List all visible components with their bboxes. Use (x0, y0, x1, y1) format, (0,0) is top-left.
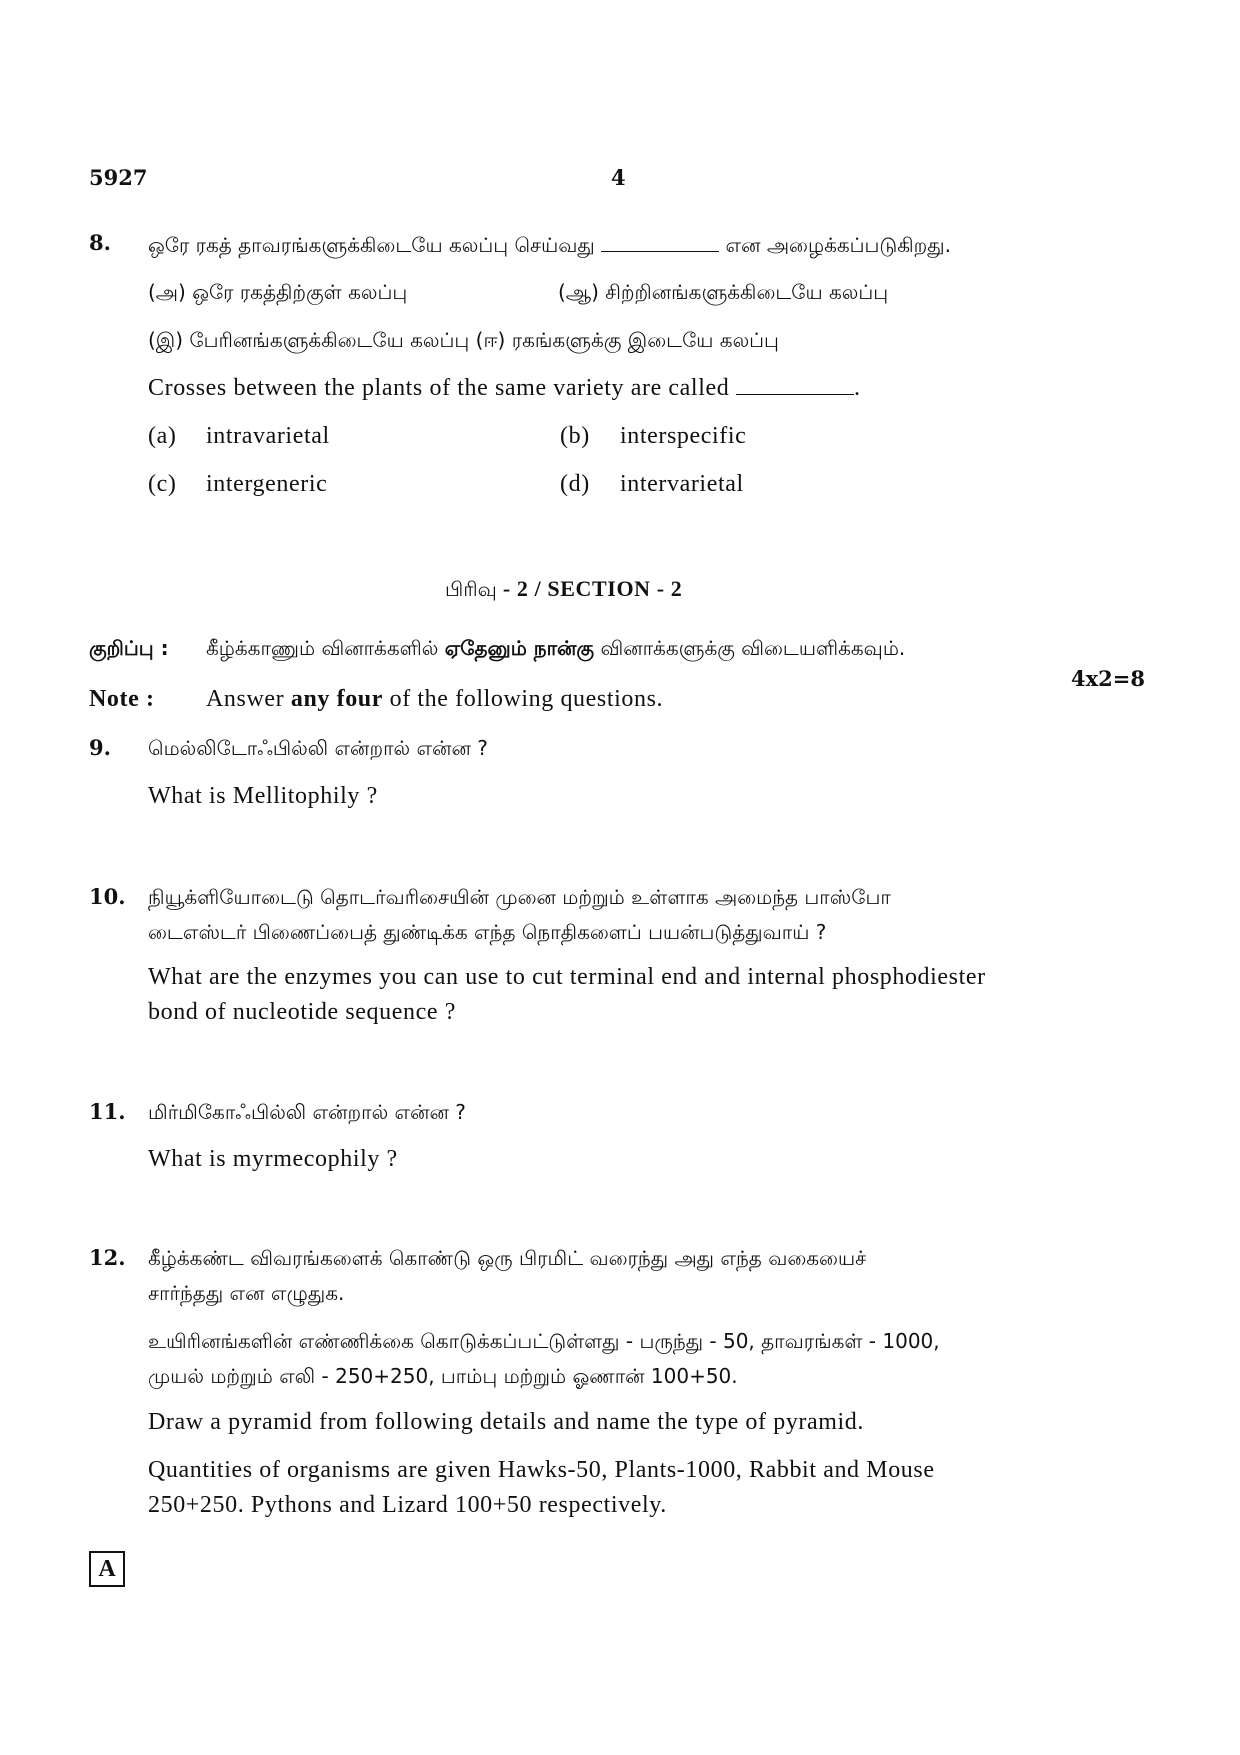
q8-tamil-question-end: என அழைக்கப்படுகிறது. (725, 233, 951, 257)
note-english-bold: any four (290, 686, 383, 712)
option-label: (ஈ) (475, 328, 506, 352)
q8-option-b-label: (b) (560, 423, 590, 449)
q12-tamil-line-2: சார்ந்தது என எழுதுக. (148, 1281, 345, 1305)
q12-tamil-line-4: முயல் மற்றும் எலி - 250+250, பாம்பு மற்றும் ஓணான் 100+50. (148, 1364, 738, 1388)
question-number-10: 10. (89, 884, 126, 909)
q12-english-line-2: Quantities of organisms are given Hawks-50, Plants-1000, Rabbit and Mouse (148, 1457, 935, 1483)
q8-option-a-label: (a) (148, 423, 177, 449)
option-label: (இ) (148, 328, 184, 352)
q8-english-blank (736, 374, 854, 395)
q8-english-question-text: Crosses between the plants of the same variety are called (148, 375, 730, 401)
q8-option-c-label: (c) (148, 471, 177, 497)
q8-option-b-text: interspecific (620, 423, 747, 449)
q8-option-c-text: intergeneric (206, 471, 328, 497)
option-text: சிற்றினங்களுக்கிடையே கலப்பு (605, 280, 889, 304)
option-label: (அ) (148, 280, 186, 304)
q12-tamil-line-1: கீழ்க்கண்ட விவரங்களைக் கொண்டு ஒரு பிரமிட் வரைந்து அது எந்த வகையைச் (148, 1246, 867, 1270)
question-number-11: 11. (89, 1099, 126, 1124)
q11-tamil: மிர்மிகோஃபில்லி என்றால் என்ன ? (148, 1100, 466, 1124)
q10-english-line-2: bond of nucleotide sequence ? (148, 999, 456, 1025)
note-tamil (206, 636, 905, 663)
q8-tamil-option-b (558, 280, 888, 307)
note-english-pre: Answer (206, 686, 285, 712)
option-text: பேரினங்களுக்கிடையே கலப்பு (189, 328, 470, 352)
note-tamil-pre: கீழ்க்காணும் வினாக்களில் (206, 636, 439, 660)
question-number-8: 8. (89, 230, 111, 255)
q9-english: What is Mellitophily ? (148, 783, 378, 809)
q8-tamil-option-c (148, 328, 779, 355)
q8-tamil-option-a (148, 280, 407, 307)
note-label-tamil: குறிப்பு : (89, 636, 169, 660)
q9-tamil: மெல்லிடோஃபில்லி என்றால் என்ன ? (148, 736, 488, 760)
marks-allocation: 4x2=8 (1071, 666, 1145, 691)
q8-option-d-label: (d) (560, 471, 590, 497)
section-heading (445, 576, 682, 604)
q8-english-question (148, 374, 861, 402)
option-text: ஒரே ரகத்திற்குள் கலப்பு (192, 280, 408, 304)
q8-tamil-question-start: ஒரே ரகத் தாவரங்களுக்கிடையே கலப்பு செய்வது (148, 233, 595, 257)
q10-tamil-line-1: நியூக்ளியோடைடு தொடர்வரிசையின் முனை மற்றும் உள்ளாக அமைந்த பாஸ்போ (148, 885, 891, 909)
q12-tamil-line-3: உயிரினங்களின் எண்ணிக்கை கொடுக்கப்பட்டுள்ளது - பருந்து - 50, தாவரங்கள் - 1000, (148, 1329, 940, 1353)
note-tamil-bold: ஏதேனும் நான்கு (444, 636, 595, 660)
q8-option-d-text: intervarietal (620, 471, 744, 497)
version-box: A (89, 1551, 125, 1587)
q11-english: What is myrmecophily ? (148, 1146, 398, 1172)
note-tamil-post: வினாக்களுக்கு விடையளிக்கவும். (600, 636, 906, 660)
note-label-english: Note : (89, 686, 155, 712)
note-english (206, 686, 663, 713)
q10-english-line-1: What are the enzymes you can use to cut terminal end and internal phosphodiester (148, 964, 986, 990)
q12-english-line-1: Draw a pyramid from following details and name the type of pyramid. (148, 1409, 865, 1435)
q8-tamil-question (148, 231, 951, 260)
section-heading-tamil: பிரிவு (445, 577, 497, 601)
question-number-9: 9. (89, 735, 111, 760)
option-text: ரகங்களுக்கு இடையே கலப்பு (511, 328, 779, 352)
section-heading-rest: - 2 / SECTION - 2 (496, 576, 683, 601)
paper-code: 5927 (89, 165, 148, 190)
note-english-post: of the following questions. (389, 686, 664, 712)
question-number-12: 12. (89, 1245, 126, 1270)
q12-english-line-3: 250+250. Pythons and Lizard 100+50 respectively. (148, 1492, 667, 1518)
option-label: (ஆ) (558, 280, 599, 304)
q8-english-question-end: . (853, 375, 861, 401)
q8-option-a-text: intravarietal (206, 423, 330, 449)
q8-tamil-blank (601, 231, 719, 252)
q10-tamil-line-2: டைஎஸ்டர் பிணைப்பைத் துண்டிக்க எந்த நொதிகளைப் பயன்படுத்துவாய் ? (148, 920, 827, 944)
page-number: 4 (611, 165, 626, 190)
